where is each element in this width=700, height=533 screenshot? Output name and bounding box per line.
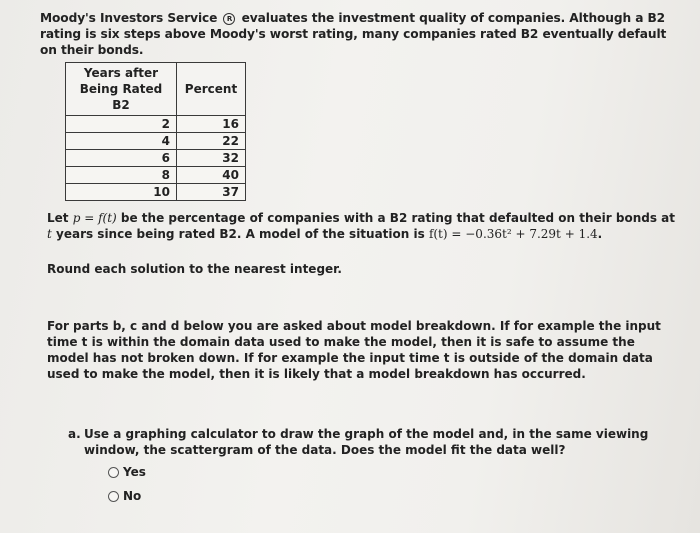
option-no[interactable] — [108, 488, 141, 504]
option-yes-label: Yes — [123, 465, 146, 479]
percent-cell: 32 — [177, 150, 246, 167]
years-header-line2: Being Rated B2 — [79, 82, 163, 112]
model-text-3: years since being rated B2. A model of the situation is — [51, 227, 429, 241]
table-row — [66, 133, 246, 150]
option-yes[interactable] — [108, 464, 146, 480]
years-column-header — [66, 63, 177, 116]
table-row — [66, 167, 246, 184]
table-row — [66, 184, 246, 201]
question-a-text: Use a graphing calculator to draw the graph of the model and, in the same viewing window, the scattergram of the data. Does the model fit the data well? — [84, 427, 649, 457]
intro-paragraph — [40, 10, 680, 58]
rounding-instruction: Round each solution to the nearest integer. — [47, 262, 342, 276]
intro-text-end: evaluates the investment quality of companies. Although a B2 rating is six steps above Moody's worst rating, many companies rated B2 eventually default on their bonds. — [40, 11, 667, 57]
model-math-3: f(t) = −0.36t² + 7.29t + 1.4 — [428, 227, 598, 241]
percent-cell: 16 — [177, 116, 246, 133]
no-radio-button[interactable] — [108, 491, 119, 502]
years-cell: 8 — [66, 167, 177, 184]
model-paragraph — [47, 210, 677, 242]
table-row — [66, 116, 246, 133]
years-cell: 10 — [66, 184, 177, 201]
years-cell: 4 — [66, 133, 177, 150]
percent-cell: 40 — [177, 167, 246, 184]
percent-cell: 22 — [177, 133, 246, 150]
percent-column-header: Percent — [177, 63, 246, 116]
question-a-label: a. — [68, 427, 81, 441]
table-row — [66, 150, 246, 167]
registered-icon: R — [223, 13, 235, 25]
model-text-4: . — [597, 227, 603, 241]
option-no-label: No — [123, 489, 142, 503]
years-header-line1: Years after — [83, 66, 159, 80]
years-cell: 6 — [66, 150, 177, 167]
breakdown-paragraph: For parts b, c and d below you are asked about model breakdown. If for example the input time t is within the domain data used to make the model, then it is safe to assume the model has not broken down. If for example the input time t is outside of the domain data used to make the model, then it is likely that a model breakdown has occurred. — [47, 319, 661, 381]
years-cell: 2 — [66, 116, 177, 133]
model-math-1-expr: p = f(t) — [72, 211, 117, 225]
question-a — [68, 426, 668, 458]
model-text-2: be the percentage of companies with a B2 rating that defaulted on their bonds at — [116, 211, 676, 225]
model-math-2-expr: t — [47, 227, 52, 241]
percent-cell: 37 — [177, 184, 246, 201]
intro-text-start: Moody's Investors Service — [40, 11, 218, 25]
model-math-1 — [73, 211, 117, 225]
data-table — [65, 62, 246, 201]
model-text-1: Let — [47, 211, 73, 225]
yes-radio-button[interactable] — [108, 467, 119, 478]
